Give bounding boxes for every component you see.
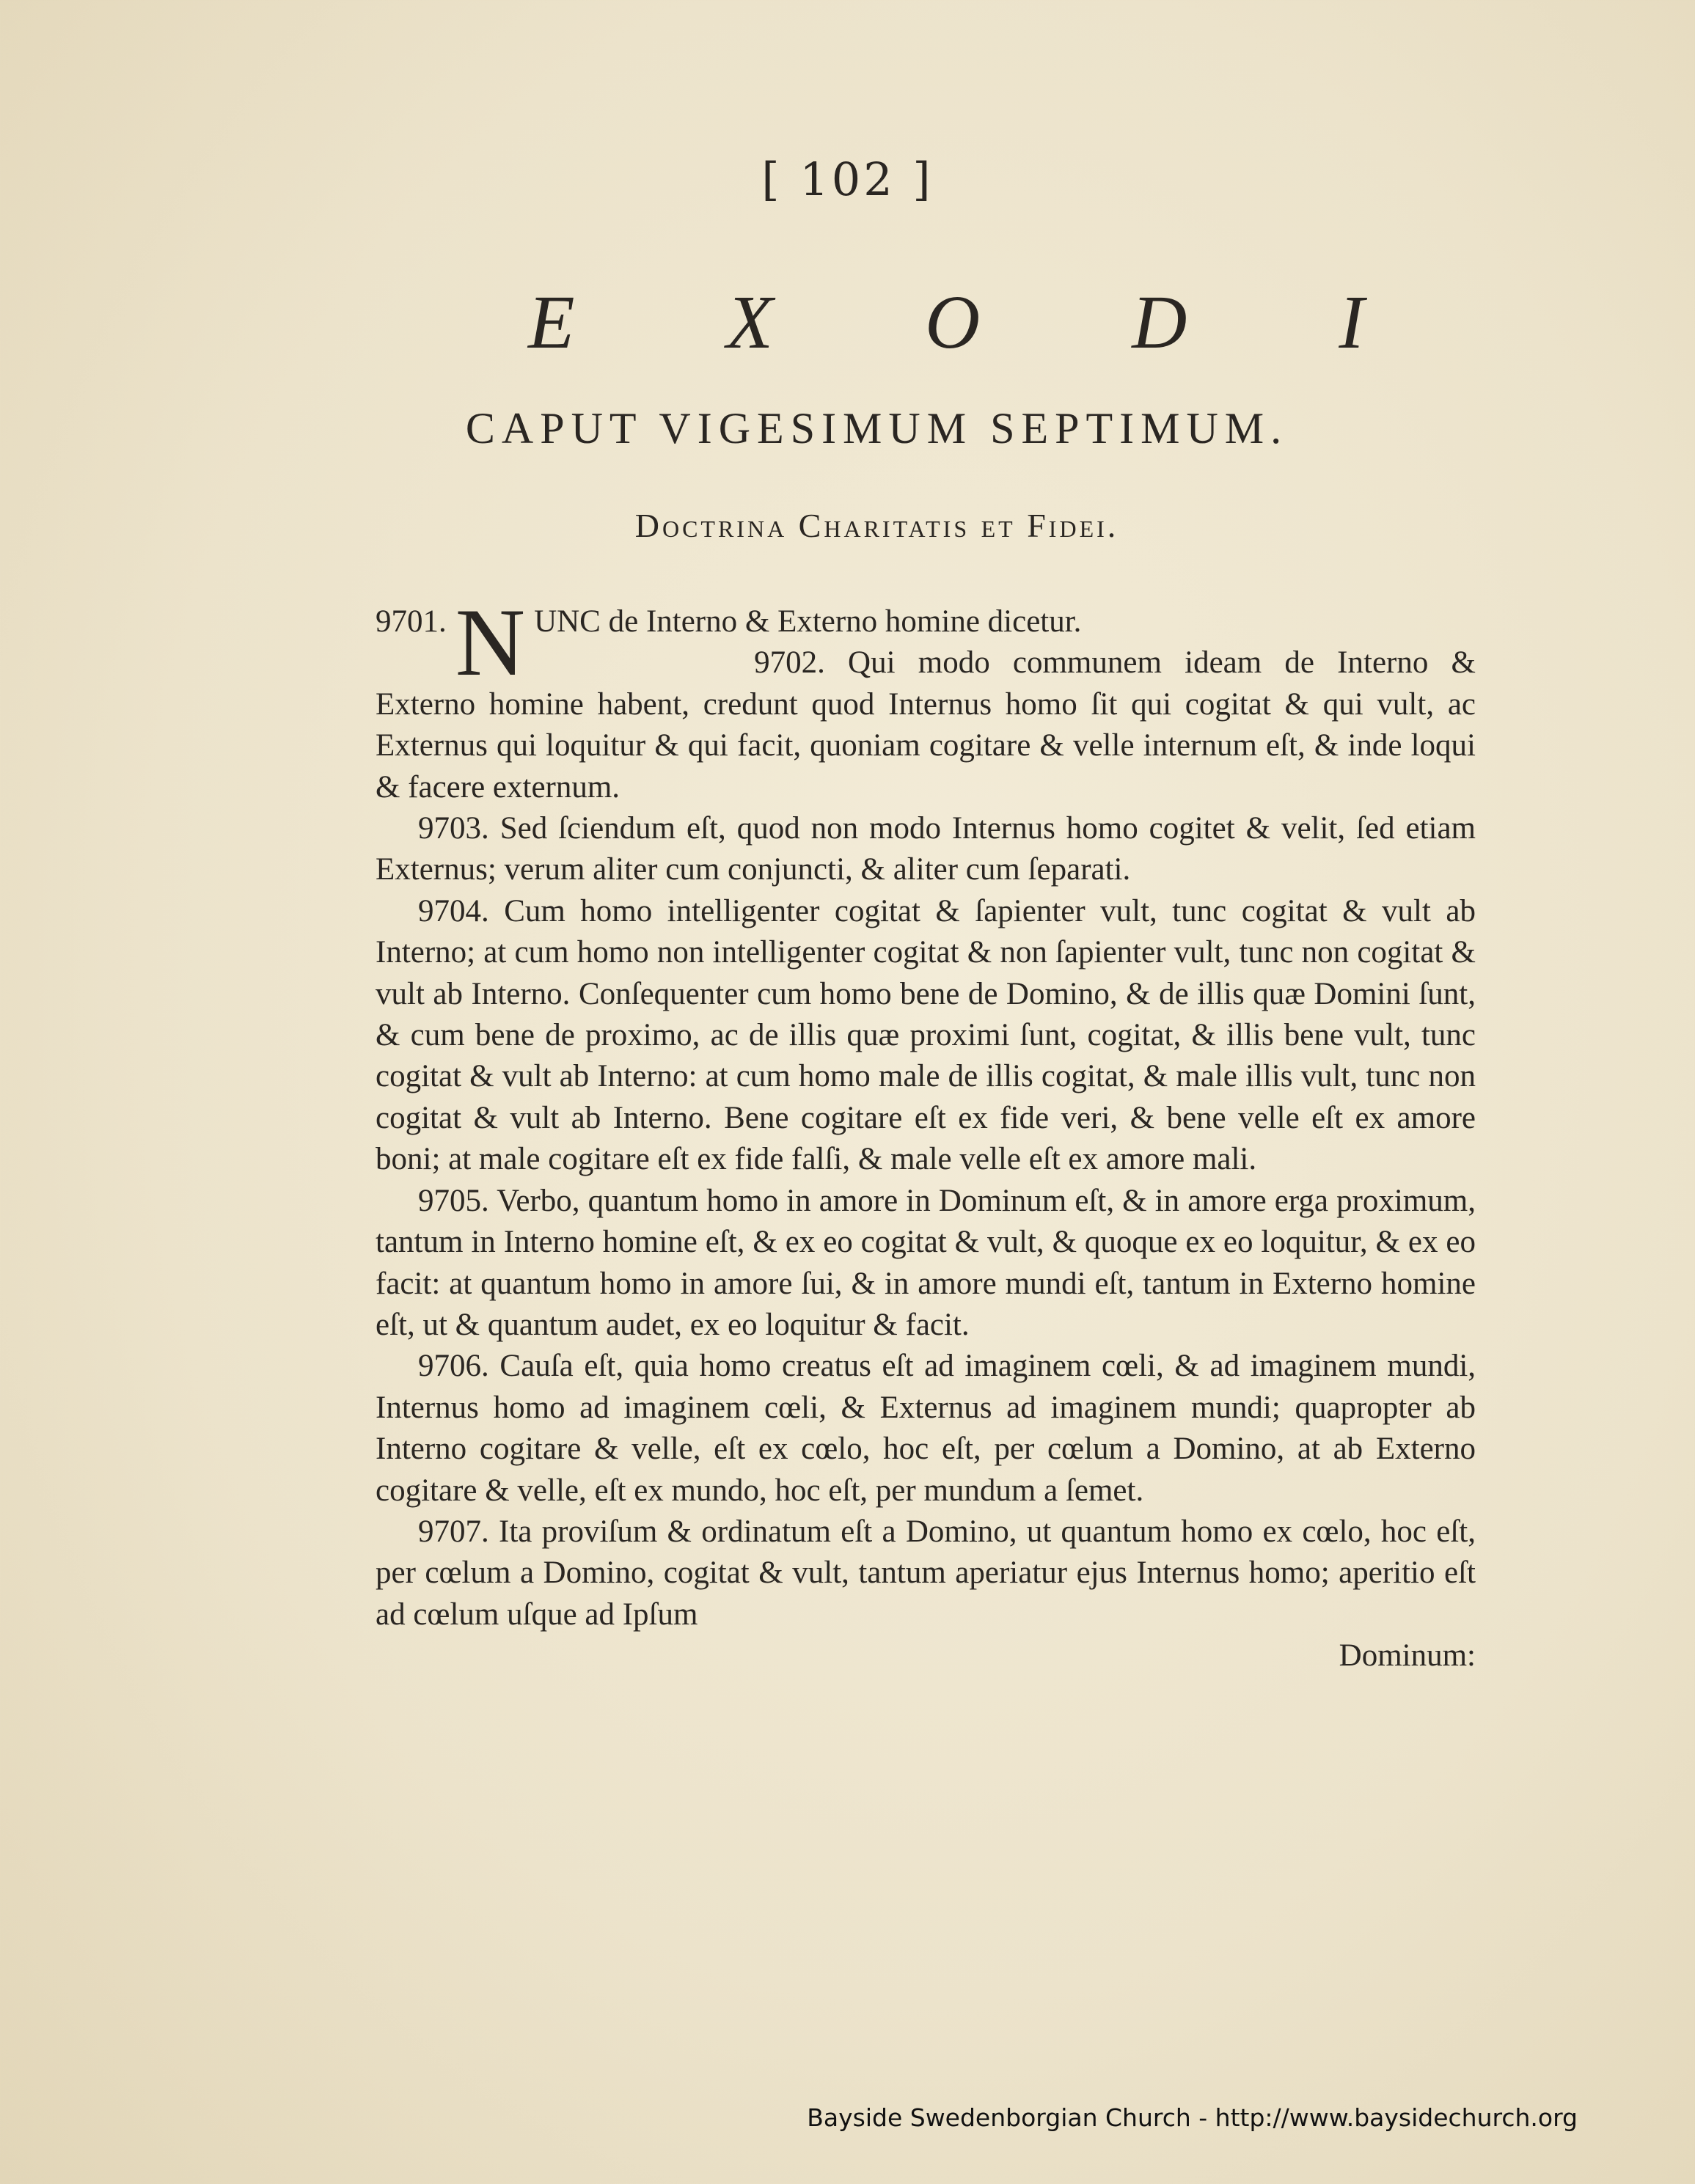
catchword: Dominum:: [1339, 1638, 1476, 1674]
paragraph-9702: [376, 642, 1476, 808]
paragraph-9706: [376, 1346, 1476, 1511]
title-letter: I: [1339, 280, 1364, 364]
paragraph-number: 9706.: [418, 1349, 489, 1384]
section-heading: Doctrina Charitatis et Fidei.: [634, 507, 1119, 544]
paragraph-text: Qui modo communem ideam de Interno & Externo homine habent, credunt quod Internus homo ſit qui cogitat & qui vult, ac Externus qui loquitur & qui facit, quoniam cogitare & velle internum eſt, & inde loqui & facere externum.: [376, 645, 1476, 805]
paragraph-text: Cum homo intelligenter cogitat & ſapienter vult, tunc cogitat & vult ab Interno; at cum homo non intelligenter cogitat & non ſapienter vult, tunc non cogitat & vult ab Interno. Conſequenter cum homo bene de Domino, & de illis quæ Domini ſunt, & cum bene de proximo, ac de illis quæ proximi ſunt, cogitat, & illis bene vult, tunc cogitat & vult ab Interno: at cum homo male de illis cogitat, & male illis vult, tunc non cogitat & vult ab Interno. Bene cogitare eſt ex fide veri, & bene velle eſt ex amore boni; at male cogitare eſt ex fide falſi, & male velle eſt ex amore mali.: [376, 893, 1476, 1177]
paragraph-9704: [376, 891, 1476, 1181]
paragraph-number: 9701.: [376, 604, 447, 639]
title-letter: O: [925, 280, 981, 364]
paragraph-9705: [376, 1181, 1476, 1346]
body-text: [376, 588, 1476, 1677]
title-letter: X: [726, 280, 774, 364]
paragraph-number: 9703.: [418, 811, 489, 846]
page-number: [ 102 ]: [761, 153, 934, 206]
paragraph-9707: [376, 1511, 1476, 1635]
watermark: Bayside Swedenborgian Church - http://www.baysidechurch.org: [807, 2103, 1578, 2132]
paragraph-text: Ita proviſum & ordinatum eſt a Domino, ut quantum homo ex cœlo, hoc eſt, per cœlum a Domino, cogitat & vult, tantum aperiatur ejus Internus homo; aperitio eſt ad cœlum uſque ad Ipſum: [376, 1514, 1476, 1632]
paragraph-number: 9704.: [418, 893, 489, 928]
title-letter: D: [1132, 280, 1187, 364]
paragraph-number: 9707.: [418, 1514, 489, 1549]
paragraph-number: 9705.: [418, 1183, 489, 1218]
paragraph-text: UNC de Interno & Externo homine dicetur.: [534, 604, 1082, 639]
chapter-title: CAPUT VIGESIMUM SEPTIMUM.: [465, 404, 1289, 452]
book-title: [528, 279, 1364, 366]
paragraph-text: Cauſa eſt, quia homo creatus eſt ad imaginem cœli, & ad imaginem mundi, Internus homo ad imaginem cœli, & Externus ad imaginem mundi; quapropter ab Interno cogitare & velle, eſt ex cœlo, hoc eſt, per cœlum a Domino, at ab Externo cogitare & velle, eſt ex mundo, hoc eſt, per mundum a ſemet.: [376, 1349, 1476, 1508]
paragraph-9703: [376, 808, 1476, 891]
paragraph-text: Verbo, quantum homo in amore in Dominum eſt, & in amore erga proximum, tantum in Interno homine eſt, & ex eo cogitat & vult, & quoque ex eo loquitur, & ex eo facit: at quantum homo in amore ſui, & in amore mundi eſt, tantum in Externo homine eſt, ut & quantum audet, ex eo loquitur & facit.: [376, 1183, 1476, 1342]
paragraph-text: Sed ſciendum eſt, quod non modo Internus homo cogitet & velit, ſed etiam Externus; verum aliter cum conjuncti, & aliter cum ſeparati.: [376, 811, 1476, 887]
title-letter: E: [528, 280, 575, 364]
drop-cap: N: [455, 588, 526, 696]
paragraph-number: 9702.: [754, 645, 825, 681]
